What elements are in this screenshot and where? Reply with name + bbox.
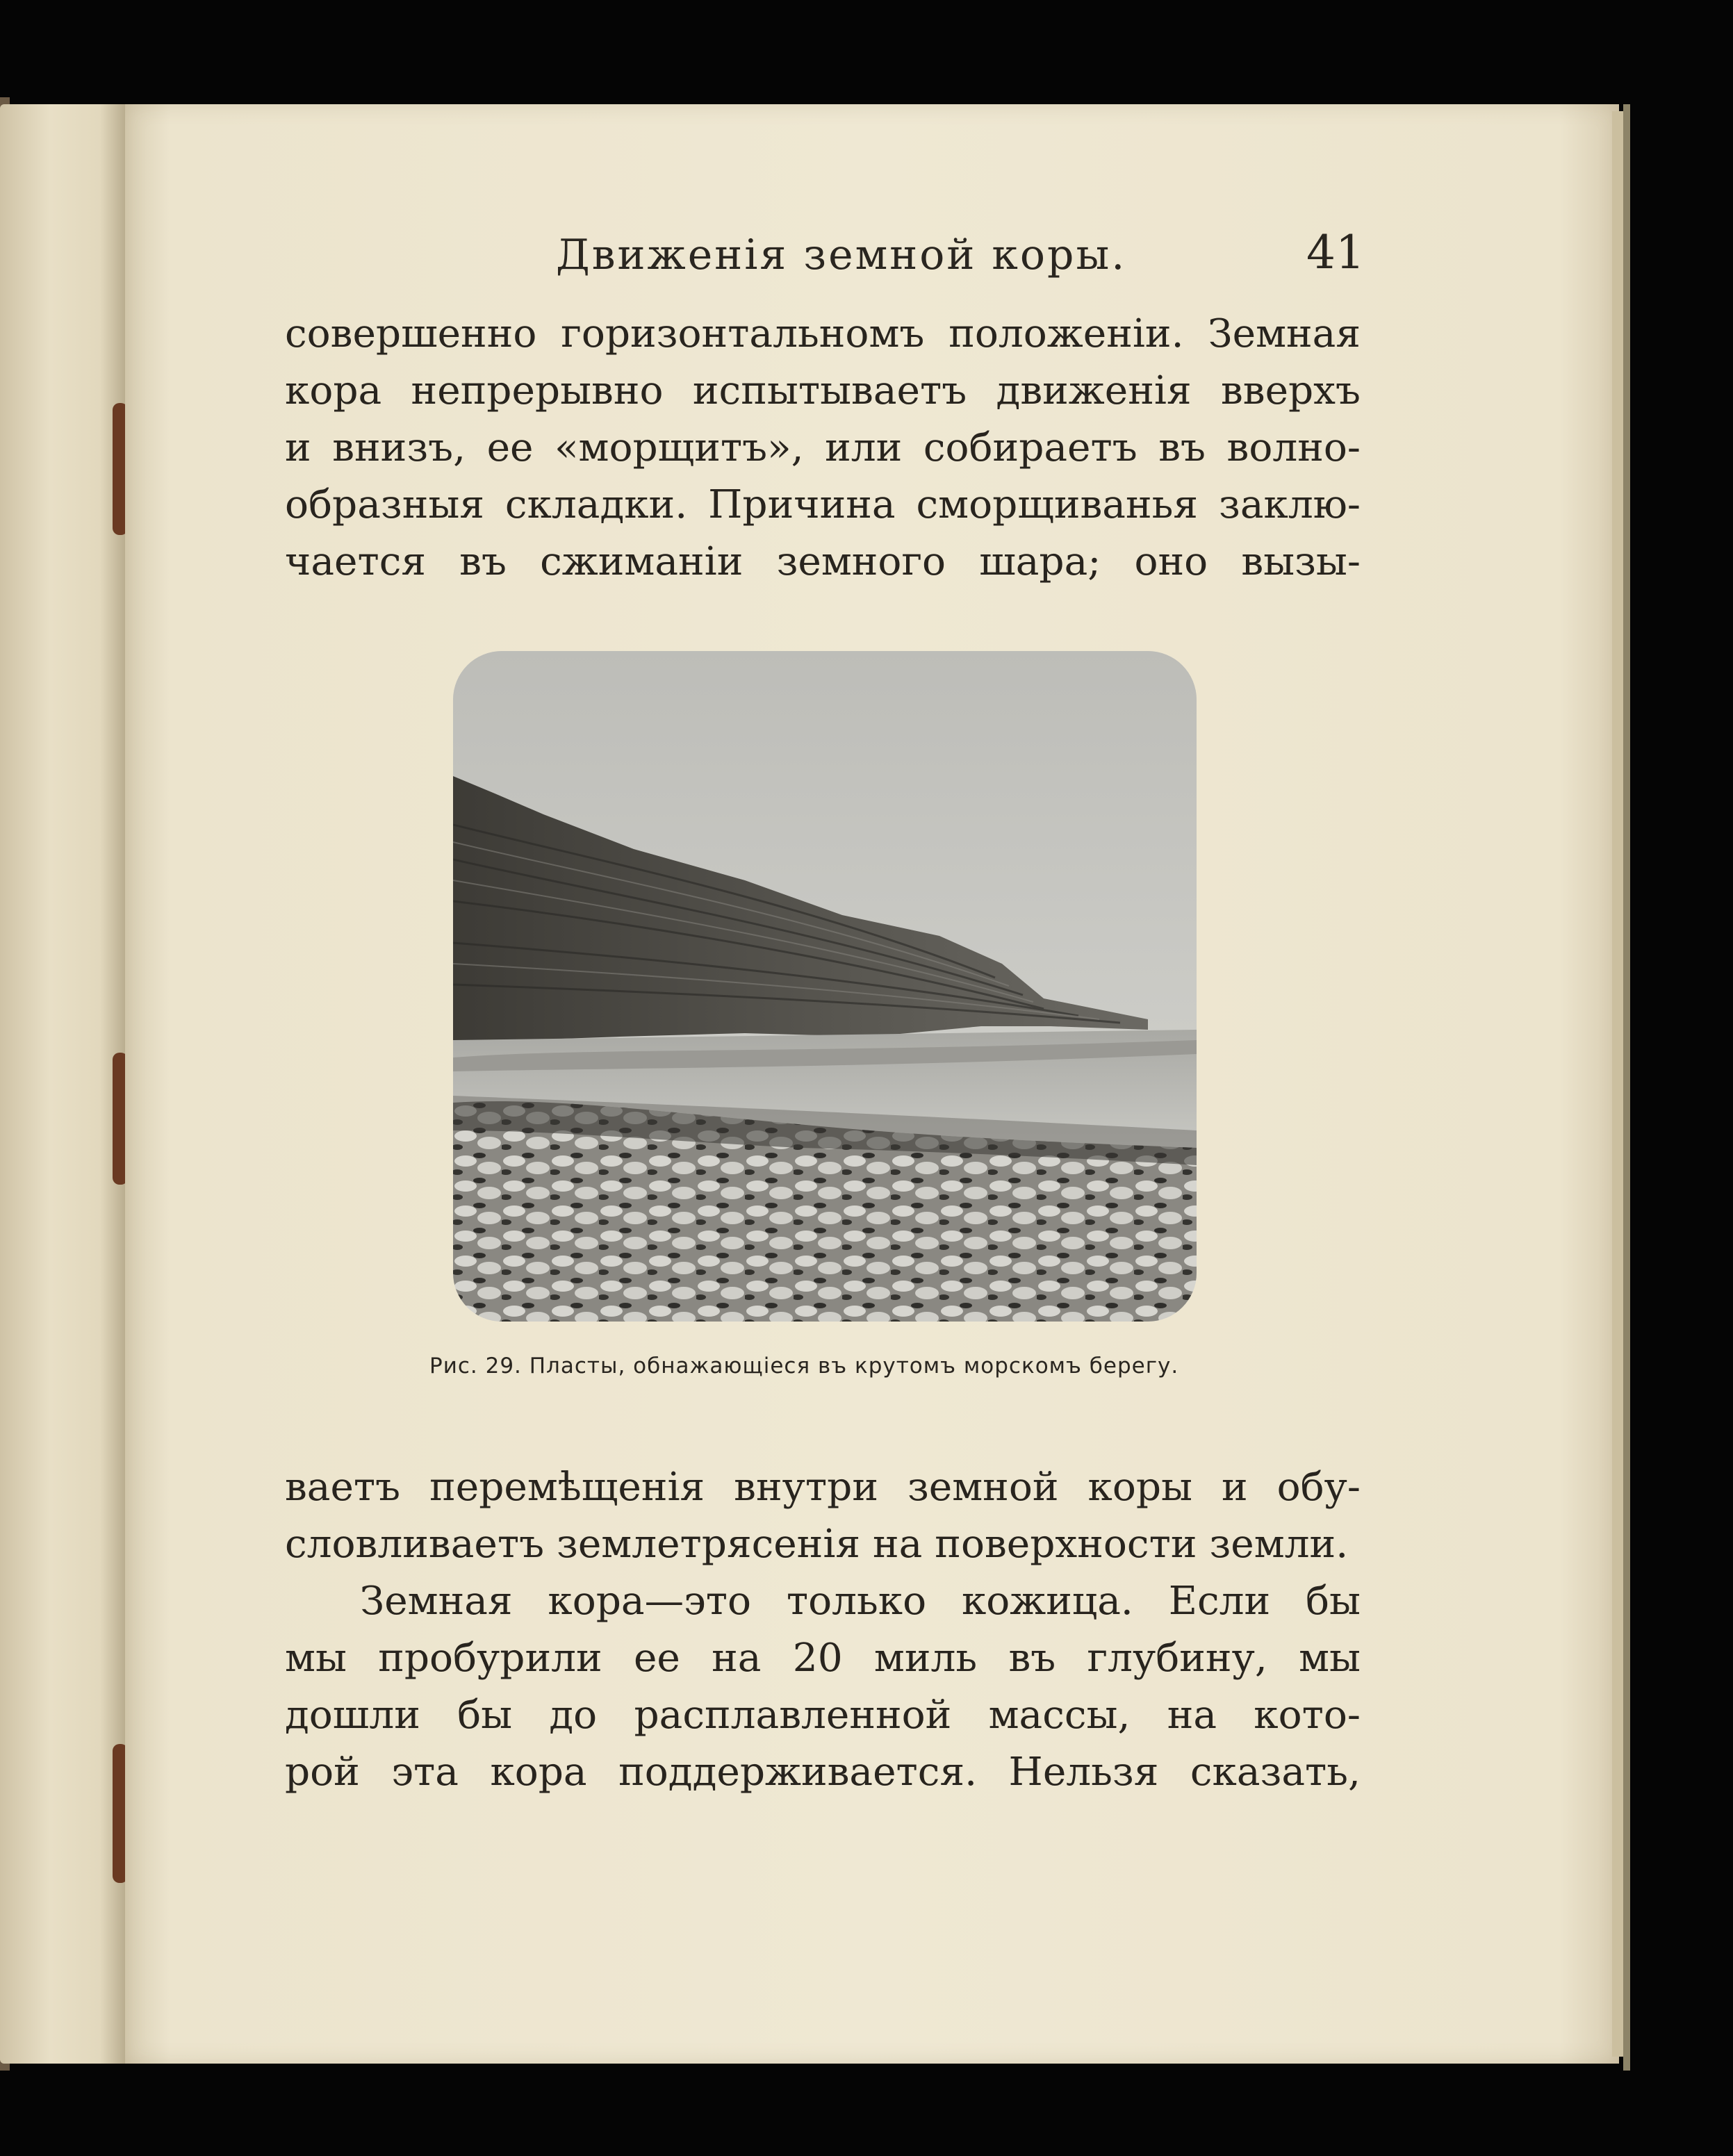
paragraph-top [285,306,1361,591]
page-number: 41 [1306,226,1365,279]
text-line: Земная кора—это только кожица. Если бы [360,1579,1361,1624]
paragraph-bottom [285,1459,1361,1573]
text-line: словливаетъ землетрясенія на поверхности земли. [285,1522,1349,1567]
text-line: совершенно горизонтальномъ положеніи. Земная [285,311,1361,356]
figure-photo-cliff-strata [453,651,1197,1322]
text-line: образныя складки. Причина сморщиванья заклю- [285,482,1361,527]
text-line: чается въ сжиманіи земного шара; оно вызы- [285,539,1361,584]
text-line: и внизъ, ее «морщитъ», или собираетъ въ волно- [285,425,1361,470]
figure-caption: Рис. 29. Пласты, обнажающіеся въ крутомъ морскомъ берегу. [429,1353,1179,1379]
text-line: ваетъ перемѣщенія внутри земной коры и обу- [285,1465,1361,1510]
running-head: Движенія земной коры. [556,231,1127,279]
page-fore-edge-shadow [1623,104,1630,2071]
text-line: рой эта кора поддерживается. Нельзя сказать, [285,1750,1361,1795]
text-line: кора непрерывно испытываетъ движенія вверхъ [285,368,1361,413]
text-line: мы пробурили ее на 20 миль въ глубину, мы [285,1636,1361,1681]
previous-page-edge [0,104,125,2064]
paragraph-next [285,1573,1361,1801]
text-line: дошли бы до расплавленной массы, на кото- [285,1693,1361,1738]
